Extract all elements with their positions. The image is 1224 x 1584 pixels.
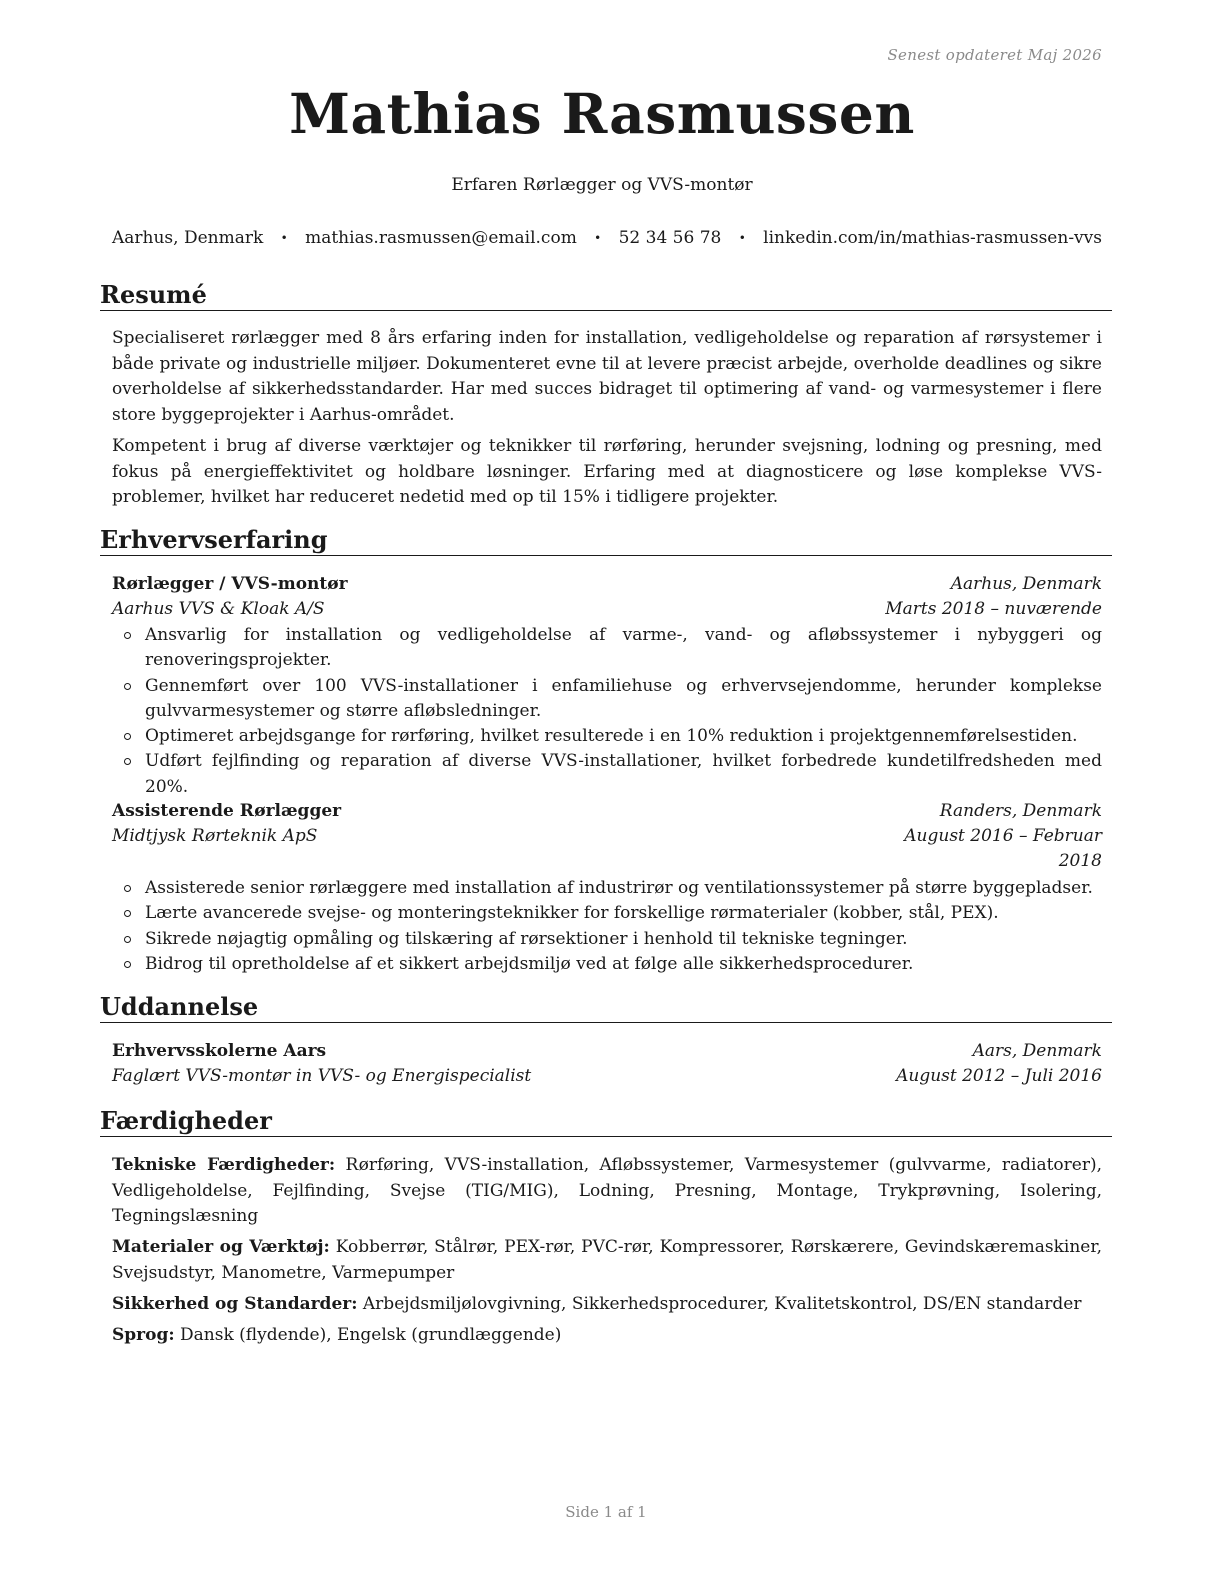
bullet-circle-icon [124, 733, 131, 740]
section-title-skills: Færdigheder [100, 1107, 1112, 1137]
job-location: Randers, Denmark [939, 801, 1102, 821]
job-header [112, 799, 1102, 824]
job-company: Aarhus VVS & Kloak A/S [112, 599, 325, 619]
skill-group [112, 1323, 1102, 1349]
summary-paragraph: Specialiseret rørlægger med 8 års erfaring inden for installation, vedligeholdelse og reparation af rørsystemer i både private og industrielle miljøer. Dokumenteret evne til at levere præcist arbejde, overholde deadlines og sikre overholdelse af sikkerhedsstandarder. Har med succes bidraget til optimering af vand- og varmesystemer i flere store byggeprojekter i Aarhus-området. [112, 328, 1102, 425]
job-role: Rørlægger / VVS-montør [112, 574, 348, 594]
bullet-circle-icon [124, 632, 131, 639]
degree: Faglært VVS-montør in VVS- og Energispecialist [112, 1066, 532, 1086]
list-item [112, 952, 1102, 977]
contact-line [112, 228, 1102, 248]
education-header [112, 1039, 1102, 1064]
separator-dot: • [738, 231, 746, 245]
bullet-circle-icon [124, 961, 131, 968]
bullet-circle-icon [124, 885, 131, 892]
skill-text: Arbejdsmiljølovgivning, Sikkerhedsprocedurer, Kvalitetskontrol, DS/EN standarder [362, 1294, 1082, 1314]
bullet-circle-icon [124, 910, 131, 917]
skill-text: Dansk (flydende), Engelsk (grundlæggende) [180, 1325, 562, 1345]
job-bullets [112, 623, 1102, 800]
list-item [112, 674, 1102, 725]
section-title-experience: Erhvervserfaring [100, 526, 1112, 556]
skill-label: Sprog: [112, 1325, 175, 1345]
separator-dot: • [594, 231, 602, 245]
job-bullets [112, 876, 1102, 977]
summary-paragraph: Kompetent i brug af diverse værktøjer og teknikker til rørføring, herunder svejsning, lodning og presning, med fokus på energieffektivitet og holdbare løsninger. Erfaring med at diagnosticere og løse komplekse VVS-problemer, hvilket har reduceret nedetid med op til 15% i tidligere projekter. [112, 436, 1102, 507]
list-item [112, 724, 1102, 749]
bullet-circle-icon [124, 936, 131, 943]
job-role: Assisterende Rørlægger [112, 801, 342, 821]
list-item [112, 876, 1102, 901]
bullet-text: Optimeret arbejdsgange for rørføring, hvilket resulterede i en 10% reduktion i projektgennemførelsestiden. [145, 726, 1078, 747]
skill-label: Sikkerhed og Standarder: [112, 1294, 358, 1314]
job-subheader [112, 597, 1102, 622]
skill-group [112, 1292, 1102, 1318]
candidate-title: Erfaren Rørlægger og VVS-montør [451, 175, 753, 195]
bullet-text: Sikrede nøjagtig opmåling og tilskæring af rørsektioner i henhold til tekniske tegninger. [145, 928, 908, 949]
candidate-name: Mathias Rasmussen [289, 81, 915, 146]
list-item [112, 623, 1102, 674]
contact-email[interactable]: mathias.rasmussen@email.com [305, 228, 577, 248]
skill-label: Tekniske Færdigheder: [112, 1155, 336, 1175]
skill-group [112, 1153, 1102, 1230]
bullet-text: Gennemført over 100 VVS-installationer i enfamiliehuse og erhvervsejendomme, herunder komplekse gulvvarmesystemer og større afløbsledninger. [145, 675, 1102, 721]
contact-linkedin[interactable]: linkedin.com/in/mathias-rasmussen-vvs [763, 228, 1102, 248]
skill-group [112, 1235, 1102, 1286]
job-dates: Marts 2018 – nuværende [885, 599, 1102, 619]
bullet-text: Udført fejlfinding og reparation af diverse VVS-installationer, hvilket forbedrede kundetilfredsheden med 20%. [145, 751, 1102, 797]
school-name: Erhvervsskolerne Aars [112, 1041, 327, 1061]
bullet-text: Bidrog til opretholdelse af et sikkert arbejdsmiljø ved at følge alle sikkerhedsprocedurer. [145, 953, 914, 974]
list-item [112, 927, 1102, 952]
bullet-text: Lærte avancerede svejse- og monteringsteknikker for forskellige rørmaterialer (kobber, stål, PEX). [145, 903, 999, 924]
school-location: Aars, Denmark [972, 1041, 1102, 1061]
bullet-text: Ansvarlig for installation og vedligeholdelse af varme-, vand- og afløbssystemer i nybyggeri og renoveringsprojekter. [145, 625, 1102, 671]
job-location: Aarhus, Denmark [950, 574, 1102, 594]
education-dates: August 2012 – Juli 2016 [896, 1066, 1102, 1086]
contact-phone[interactable]: 52 34 56 78 [618, 228, 722, 248]
section-title-summary: Resumé [100, 281, 1112, 311]
list-item [112, 749, 1102, 800]
job-dates: August 2016 – Februar 2018 [904, 826, 1102, 871]
skill-label: Materialer og Værktøj: [112, 1237, 330, 1257]
skill-text: Rørføring, VVS-installation, Afløbssystemer, Varmesystemer (gulvvarme, radiatorer), Vedligeholdelse, Fejlfinding, Svejse (TIG/MIG), Lodning, Presning, Montage, Trykprøvning, Isolering, Tegningslæsning [112, 1155, 1102, 1226]
job-subheader [112, 824, 1102, 874]
list-item [112, 901, 1102, 926]
page-number: Side 1 af 1 [565, 1503, 647, 1521]
last-updated: Senest opdateret Maj 2026 [887, 46, 1102, 64]
section-title-education: Uddannelse [100, 993, 1112, 1023]
job-header [112, 572, 1102, 597]
education-subheader [112, 1064, 1102, 1089]
job-company: Midtjysk Rørteknik ApS [112, 826, 318, 846]
bullet-circle-icon [124, 758, 131, 765]
bullet-circle-icon [124, 683, 131, 690]
contact-location: Aarhus, Denmark [112, 228, 264, 248]
separator-dot: • [280, 231, 288, 245]
skill-text: Kobberrør, Stålrør, PEX-rør, PVC-rør, Kompressorer, Rørskærere, Gevindskæremaskiner, Svejsudstyr, Manometre, Varmepumper [112, 1237, 1102, 1283]
bullet-text: Assisterede senior rørlæggere med installation af industrirør og ventilationssystemer på større byggepladser. [145, 878, 1093, 898]
